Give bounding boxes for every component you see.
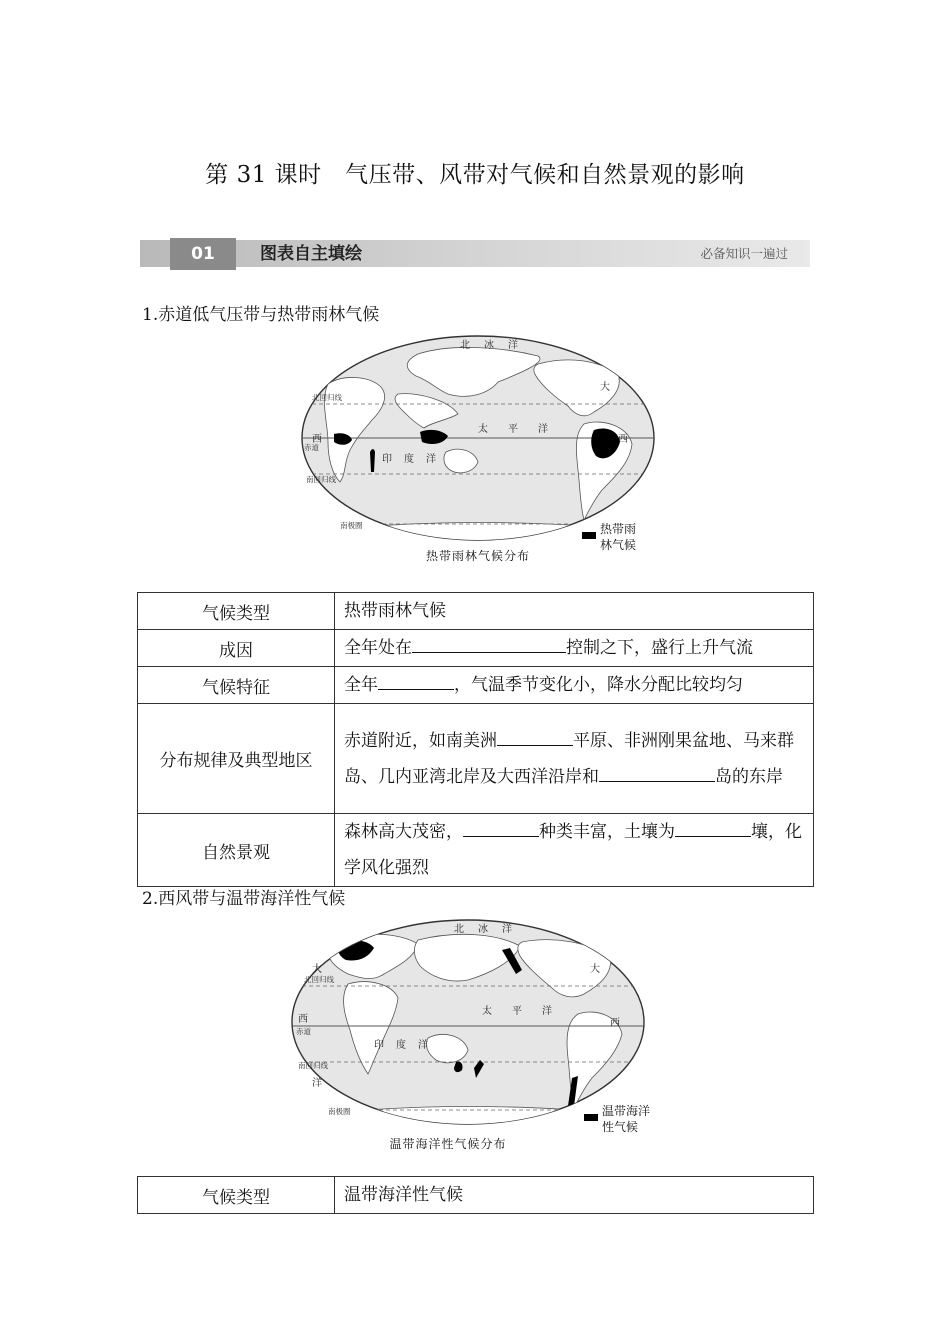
page-title: 第 31 课时 气压带、风带对气候和自然景观的影响 [205,162,745,188]
label-n-ocean-1: 北 [454,924,464,935]
label-yang: 洋 [542,1006,552,1017]
cell-text: 温带海洋性气候 [344,1185,463,1205]
label-antarctic: 南极圈 [340,521,363,530]
table-key-cell: 成因 [138,630,335,667]
rainforest-map-svg [298,334,658,570]
table-row [138,814,814,887]
legend-line-1: 热带雨 [600,522,637,536]
label-n-ocean-2: 冰 [478,924,488,935]
label-equator: 赤道 [296,1027,311,1036]
table-key-cell: 分布规律及典型地区 [138,704,335,814]
maritime-map [288,918,668,1158]
cell-text: 壤，化学风化强烈 [344,822,802,878]
banner-number: 01 [170,238,236,270]
label-xi: 西 [618,434,628,445]
label-tai: 太 [482,1006,492,1017]
cell-text: ，气温季节变化小，降水分配比较均匀 [454,675,743,695]
label-tai: 太 [478,424,488,435]
label-west: 西 [312,434,322,445]
table-row [138,1177,814,1214]
table-value-cell [335,814,814,887]
fill-in-blank[interactable] [675,818,751,837]
label-ping: 平 [508,424,518,435]
label-yin: 印 [374,1040,384,1051]
label-xi-left: 西 [298,1014,308,1025]
cell-text: 热带雨林气候 [344,601,446,621]
section1-heading: 1.赤道低气压带与热带雨林气候 [142,305,380,325]
table-row [138,704,814,814]
legend-line-2: 性气候 [602,1120,639,1134]
label-yang-left: 洋 [312,1078,322,1089]
label-n-ocean-3: 洋 [502,924,512,935]
cell-text: 全年处在 [344,638,412,658]
legend-line-2: 林气候 [600,538,637,552]
legend-line-1: 温带海洋 [602,1104,651,1118]
cell-text: 种类丰富，土壤为 [539,822,675,842]
table-row [138,630,814,667]
label-n-ocean-3: 洋 [508,340,518,351]
maritime-table [137,1176,814,1214]
section2-heading: 2.西风带与温带海洋性气候 [142,889,346,909]
rainforest-table [137,592,814,887]
label-yin: 印 [382,454,392,465]
label-tropic-south: 南回归线 [298,1061,328,1070]
table-key-cell: 气候类型 [138,593,335,630]
label-n-ocean-1: 北 [460,340,470,351]
label-tropic-north: 北回归线 [312,393,342,402]
label-xi-right: 西 [610,1018,620,1029]
cell-text: 全年 [344,675,378,695]
fill-in-blank[interactable] [412,634,566,653]
label-tropic-south: 南回归线 [306,475,336,484]
cell-text: 赤道附近，如南美洲 [344,730,497,751]
table-row [138,593,814,630]
cell-text: 控制之下，盛行上升气流 [566,638,753,658]
fill-in-blank[interactable] [599,763,715,782]
label-da-left: 大 [312,964,322,975]
rainforest-map [298,334,658,570]
banner-tag: 必备知识一遍过 [700,246,788,261]
table-value-cell [335,667,814,704]
label-ping: 平 [512,1006,522,1017]
banner-caption: 图表自主填绘 [260,244,362,264]
map-caption: 温带海洋性气候分布 [389,1137,507,1151]
map-caption: 热带雨林气候分布 [425,549,531,563]
maritime-map-svg [288,918,668,1158]
table-value-cell [335,593,814,630]
table-value-cell [335,630,814,667]
cell-text: 岛的东岸 [715,766,783,787]
label-du: 度 [396,1040,406,1051]
label-iyang: 洋 [418,1040,428,1051]
label-da-right: 大 [590,964,600,975]
cell-text: 平原、非洲刚果盆地、马来群岛、几内亚湾北岸及大西洋沿岸和 [344,730,794,787]
table-key-cell: 气候类型 [138,1177,335,1214]
table-value-cell [335,704,814,814]
table-value-cell [335,1177,814,1214]
label-yang: 洋 [538,424,548,435]
label-atlantic: 大 [600,382,610,393]
table-key-cell: 气候特征 [138,667,335,704]
fill-in-blank[interactable] [378,671,454,690]
fill-in-blank[interactable] [463,818,539,837]
table-key-cell: 自然景观 [138,814,335,887]
cell-text: 森林高大茂密， [344,822,463,842]
label-equator: 赤道 [304,443,319,452]
legend-swatch [584,1114,598,1121]
section-banner [140,238,810,270]
label-tropic-north: 北回归线 [304,975,334,984]
legend-swatch [582,532,596,539]
table-row [138,667,814,704]
label-du: 度 [404,454,414,465]
label-iyang: 洋 [426,454,436,465]
fill-in-blank[interactable] [497,727,573,746]
label-n-ocean-2: 冰 [484,340,494,351]
label-antarctic: 南极圈 [328,1107,351,1116]
